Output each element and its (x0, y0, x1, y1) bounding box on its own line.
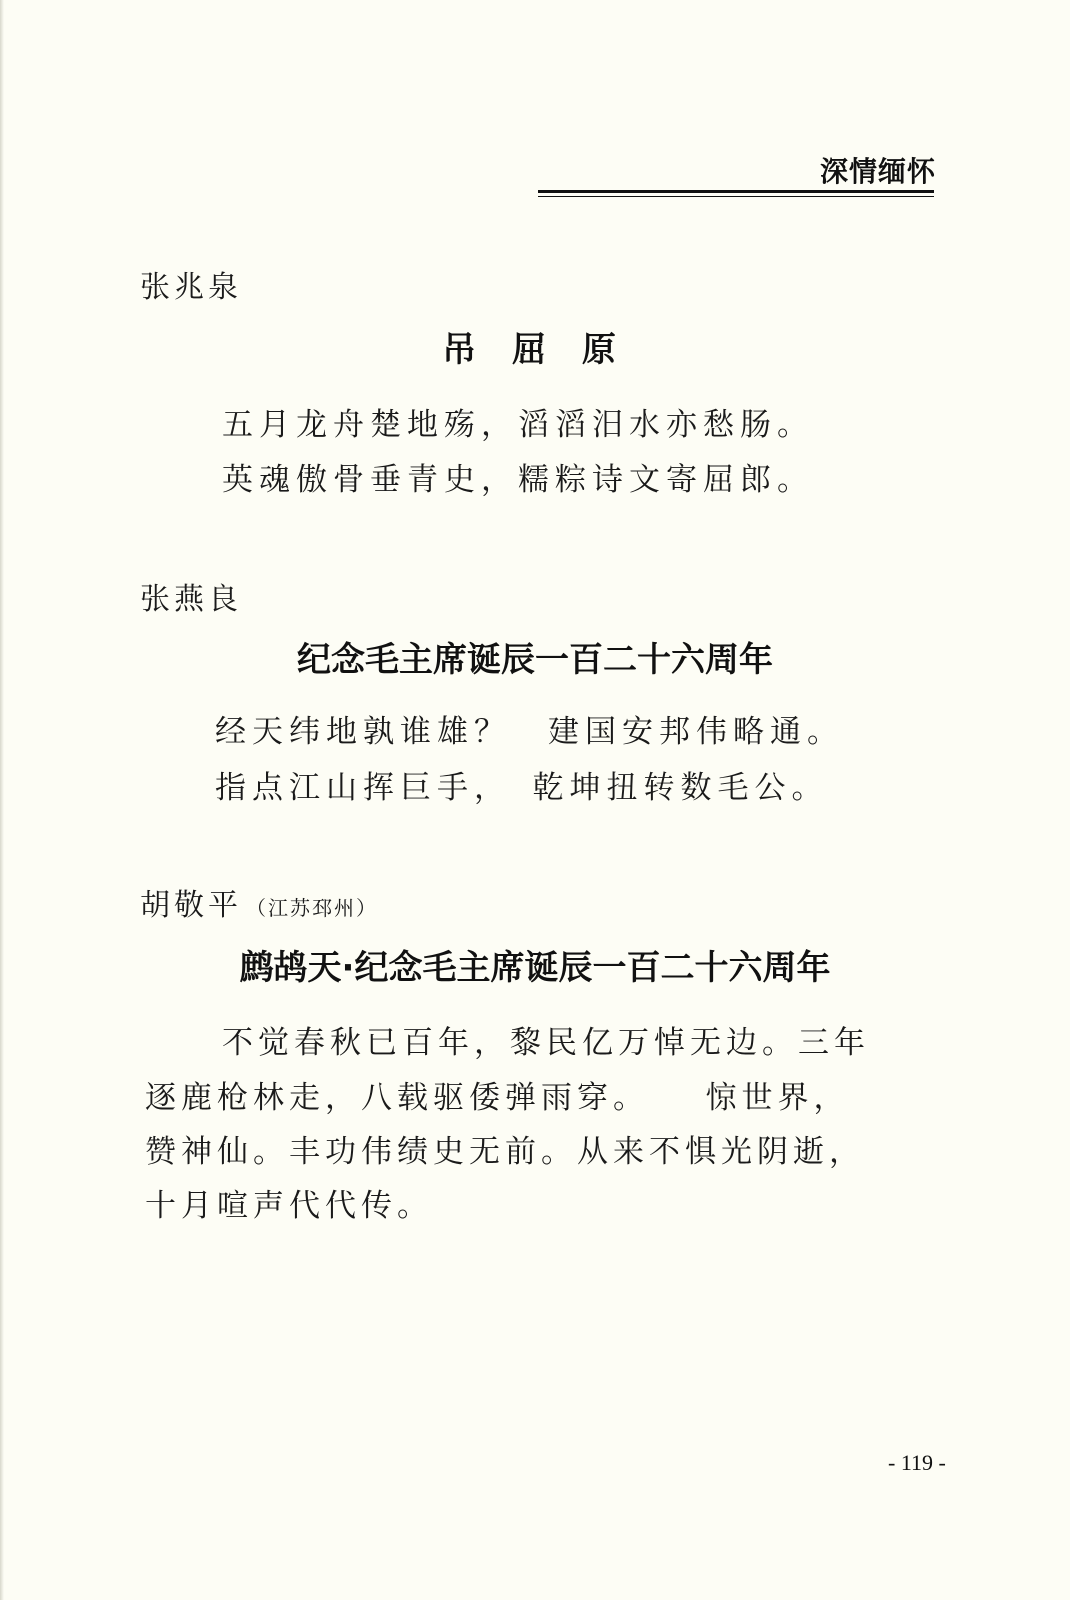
poem-line: 不觉春秋已百年，黎民亿万悼无边。三年 (222, 1025, 870, 1061)
page-edge (0, 0, 4, 1600)
poem-author (140, 574, 242, 618)
author-name: 张燕良 (140, 582, 242, 617)
author-name: 胡敬平 (140, 888, 242, 923)
poem-line: 英魂傲骨垂青史，糯粽诗文寄屈郎。 (222, 462, 814, 498)
poem-title: 吊 屈 原 (442, 330, 628, 370)
header-rule-thin (538, 196, 934, 197)
header-rule (538, 190, 934, 193)
poem-line: 十月喧声代代传。 (145, 1188, 433, 1224)
author-name: 张兆泉 (140, 270, 242, 305)
section-title: 深情缅怀 (819, 155, 936, 188)
poem-author (140, 880, 378, 924)
poem-author (140, 262, 242, 306)
poem-line: 赞神仙。丰功伟绩史无前。从来不惧光阴逝， (145, 1134, 865, 1170)
page-number: - 119 - (888, 1450, 946, 1475)
poem-line: 五月龙舟楚地殇，滔滔汨水亦愁肠。 (222, 407, 814, 443)
poem-line: 经天纬地孰谁雄？ 建国安邦伟略通。 (215, 714, 844, 750)
poem-line: 逐鹿枪林走，八载驱倭弹雨穿。 惊世界， (145, 1080, 850, 1116)
poem-title: 鹧鸪天·纪念毛主席诞辰一百二十六周年 (239, 948, 831, 988)
author-origin: （江苏邳州） (246, 896, 378, 920)
poem-line: 指点江山挥巨手， 乾坤扭转数毛公。 (215, 770, 829, 806)
poem-title: 纪念毛主席诞辰一百二十六周年 (297, 640, 773, 680)
